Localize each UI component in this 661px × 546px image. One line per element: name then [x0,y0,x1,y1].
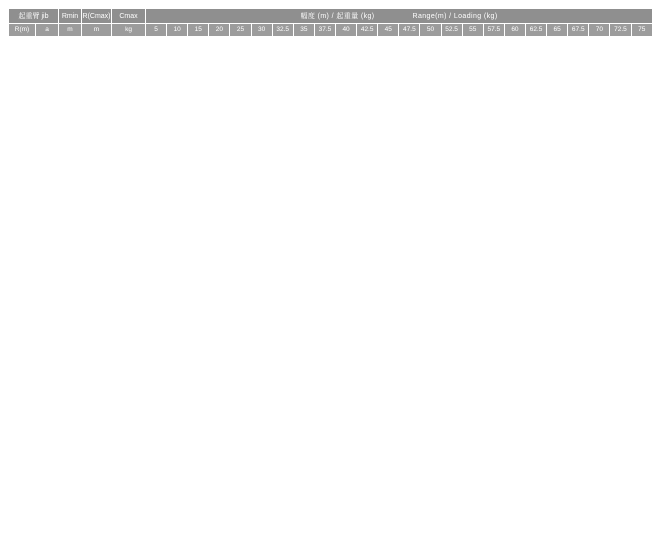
radius-col-header: 55 [462,24,483,37]
radius-col-header: 75 [631,24,652,37]
radius-col-header: 40 [336,24,357,37]
range-loading-banner [146,9,653,24]
radius-col-header: 32.5 [272,24,293,37]
range-title-cn: 幅度 (m) / 起重量 (kg) [300,12,375,20]
radius-col-header: 10 [167,24,188,37]
radius-col-header: 37.5 [314,24,335,37]
radius-col-header: 5 [146,24,167,37]
cmax-unit: kg [112,24,146,37]
radius-col-header: 47.5 [399,24,420,37]
radius-col-header: 42.5 [357,24,378,37]
header-row-1 [9,9,653,24]
rmin-unit: m [59,24,82,37]
rcmax-header: R(Cmax) [82,9,112,24]
radius-col-header: 35 [293,24,314,37]
radius-col-header: 62.5 [525,24,546,37]
radius-col-header: 30 [251,24,272,37]
radius-col-header: 25 [230,24,251,37]
radius-col-header: 70 [589,24,610,37]
radius-col-header: 60 [504,24,525,37]
radius-col-header: 50 [420,24,441,37]
load-chart-page [0,0,661,37]
reeving-header: a [36,24,59,37]
radius-col-header: 65 [547,24,568,37]
radius-col-header: 15 [188,24,209,37]
radius-col-header: 57.5 [483,24,504,37]
load-chart-table [8,8,653,37]
radius-col-header: 52.5 [441,24,462,37]
radius-col-header: 67.5 [568,24,589,37]
radius-col-header: 45 [378,24,399,37]
cmax-header: Cmax [112,9,146,24]
rmin-header: Rmin [59,9,82,24]
radius-col-header: 20 [209,24,230,37]
jib-header: 起重臂 jib [9,9,59,24]
header-row-2 [9,24,653,37]
radius-unit-header: R(m) [9,24,36,37]
range-title-en: Range(m) / Loading (kg) [412,12,498,20]
rcmax-unit: m [82,24,112,37]
radius-col-header: 72.5 [610,24,631,37]
table-header [9,9,653,37]
